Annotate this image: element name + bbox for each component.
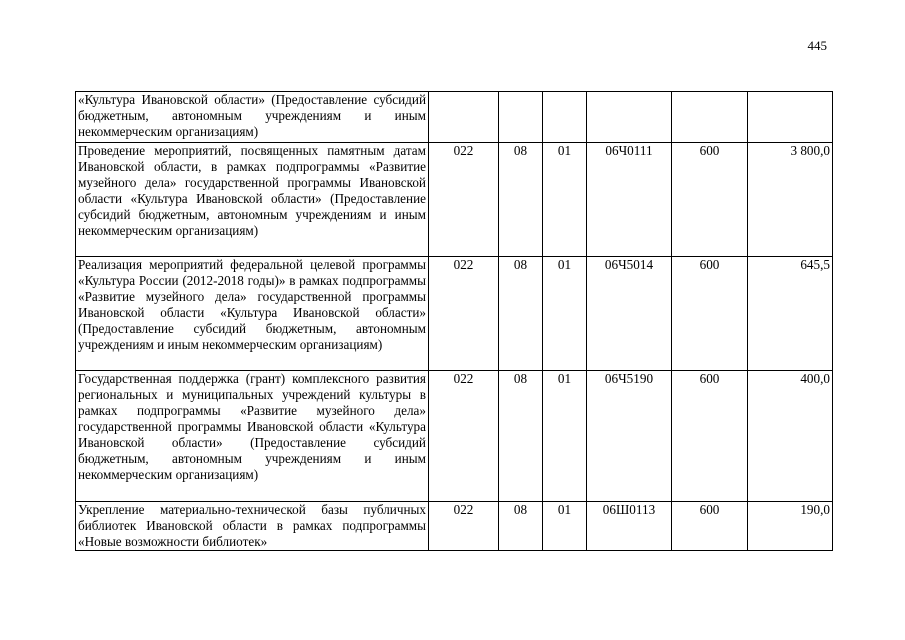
cell-target-article: 06Ч5014 (587, 257, 672, 371)
table-row (76, 502, 833, 551)
cell-expense-type (672, 92, 748, 143)
cell-ministry: 022 (429, 143, 499, 257)
cell-target-article (587, 92, 672, 143)
cell-expense-type: 600 (672, 143, 748, 257)
cell-subsection: 01 (543, 143, 587, 257)
cell-section: 08 (499, 257, 543, 371)
cell-expense-type: 600 (672, 257, 748, 371)
cell-section: 08 (499, 502, 543, 551)
budget-table (75, 91, 833, 551)
cell-subsection: 01 (543, 371, 587, 502)
cell-description: Проведение мероприятий, посвященных памятным датам Ивановской области, в рамках подпрограммы «Развитие музейного дела» государственной программы Ивановской области «Культура Ивановской области» (Предоставление субсидий бюджетным, автономным учреждениям и иным некоммерческим организациям) (76, 143, 429, 257)
table-row (76, 257, 833, 371)
table-row (76, 143, 833, 257)
cell-expense-type: 600 (672, 502, 748, 551)
cell-amount: 645,5 (748, 257, 833, 371)
cell-amount: 190,0 (748, 502, 833, 551)
cell-description: «Культура Ивановской области» (Предоставление субсидий бюджетным, автономным учреждениям и иным некоммерческим организациям) (76, 92, 429, 143)
cell-ministry: 022 (429, 257, 499, 371)
cell-target-article: 06Ш0113 (587, 502, 672, 551)
cell-subsection: 01 (543, 257, 587, 371)
cell-section: 08 (499, 371, 543, 502)
cell-description: Государственная поддержка (грант) комплексного развития региональных и муниципальных учреждений культуры в рамках подпрограммы «Развитие музейного дела» государственной программы Ивановской области «Культура Ивановской области» (Предоставление субсидий бюджетным, автономным учреждениям и иным некоммерческим организациям) (76, 371, 429, 502)
cell-subsection (543, 92, 587, 143)
cell-amount: 3 800,0 (748, 143, 833, 257)
cell-section (499, 92, 543, 143)
cell-ministry: 022 (429, 502, 499, 551)
cell-subsection: 01 (543, 502, 587, 551)
cell-description: Укрепление материально-технической базы публичных библиотек Ивановской области в рамках подпрограммы «Новые возможности библиотек» (76, 502, 429, 551)
cell-target-article: 06Ч5190 (587, 371, 672, 502)
cell-ministry (429, 92, 499, 143)
cell-description: Реализация мероприятий федеральной целевой программы «Культура России (2012-2018 годы)» в рамках подпрограммы «Развитие музейного дела» государственной программы Ивановской области «Культура Ивановской области» (Предоставление субсидий бюджетным, автономным учреждениям и иным некоммерческим организациям) (76, 257, 429, 371)
cell-amount: 400,0 (748, 371, 833, 502)
table-row (76, 92, 833, 143)
cell-ministry: 022 (429, 371, 499, 502)
cell-section: 08 (499, 143, 543, 257)
cell-target-article: 06Ч0111 (587, 143, 672, 257)
cell-expense-type: 600 (672, 371, 748, 502)
table-row (76, 371, 833, 502)
cell-amount (748, 92, 833, 143)
page-number: 445 (807, 38, 827, 53)
